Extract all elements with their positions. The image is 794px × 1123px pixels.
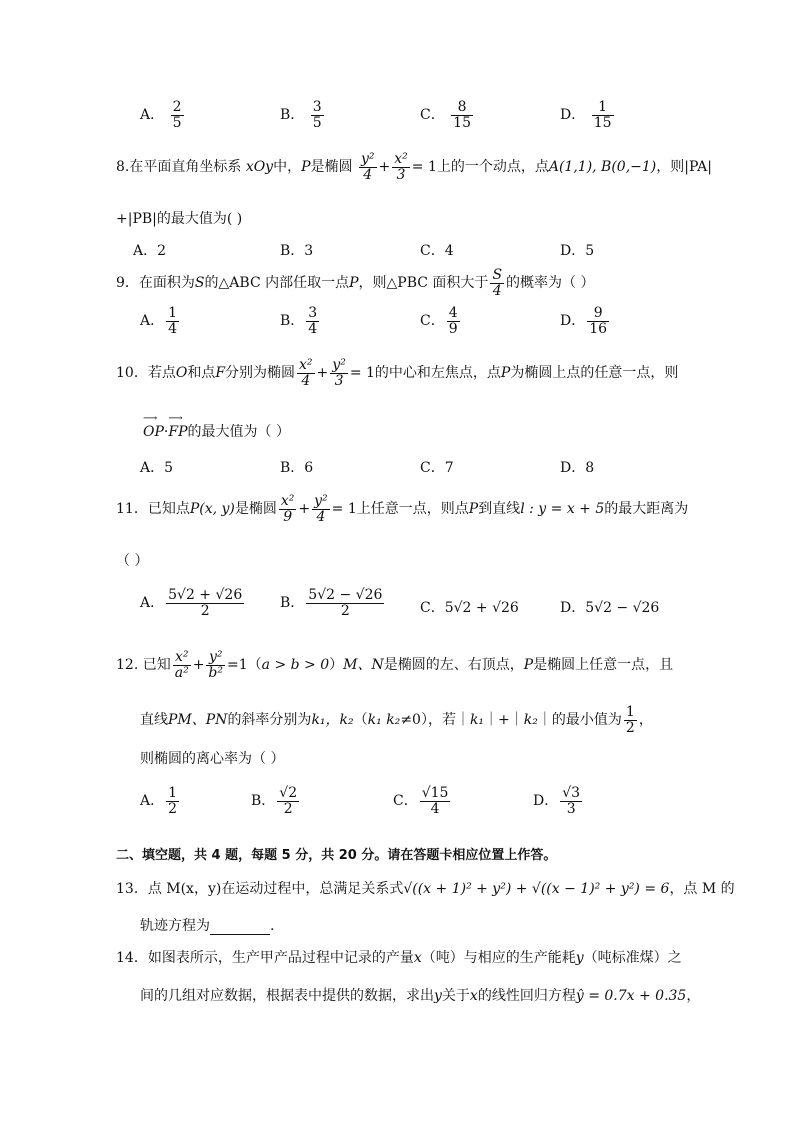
section-2-heading: 二、填空题，共 4 题，每题 5 分，共 20 分。请在答题卡相应位置上作答。 bbox=[116, 848, 557, 863]
fraction: $\frac{1}{2}$ bbox=[625, 704, 635, 736]
option-label: A． bbox=[140, 107, 165, 124]
fraction: $\frac{1}{4}$ bbox=[168, 305, 178, 337]
fraction: $\frac{\text{y²}}{\text{b²}}$ bbox=[208, 649, 223, 681]
question-12-stem: 12. 已知 $\frac{\text{x²}}{\text{a²}}$ + $\frac{\text{y²}}{\text{b²}}$ =1（a > b > 0）M、N是椭圆的左、右顶点，P是椭圆上任意一点，且 bbox=[116, 649, 674, 681]
question-12-line2: 直线PM、PN的斜率分别为k₁，k₂（k₁ k₂≠0），若｜k₁｜+｜k₂｜的最小值为 $\frac{1}{2}$ ， bbox=[140, 704, 653, 736]
fraction: $\frac{√2}{2}$ bbox=[279, 785, 298, 817]
q7-option-d bbox=[560, 100, 616, 130]
fraction: $\frac{3}{4}$ bbox=[308, 305, 318, 337]
q10-option-d: D．8 bbox=[560, 460, 595, 476]
question-12-line3: 则椭圆的离心率为（ ） bbox=[140, 751, 285, 767]
q7-option-a bbox=[140, 100, 186, 130]
q8-option-c: C．4 bbox=[420, 243, 454, 259]
vector-op: ⟶ OP bbox=[143, 424, 164, 440]
question-14-line2: 间的几组对应数据，根据表中提供的数据，求出y关于x的线性回归方程ŷ = 0.7x + 0.35， bbox=[140, 988, 701, 1004]
question-8-line2: +|PB|的最大值为( ) bbox=[116, 211, 243, 227]
fraction: $\frac{\text{x²}}{\text{a²}}$ bbox=[174, 649, 189, 681]
q11-option-c: C．5√2 + √26 bbox=[420, 600, 519, 616]
q7-option-c bbox=[420, 100, 475, 130]
fraction: $\frac{1}{2}$ bbox=[168, 785, 178, 817]
question-14-stem: 14．如图表所示，生产甲产品过程中记录的产量x（吨）与相应的生产能耗y（吨标准煤）之 bbox=[116, 950, 682, 966]
option-label: C． bbox=[420, 107, 445, 124]
fraction: $\frac{\text{y²}}{3}$ bbox=[332, 357, 346, 389]
fraction: $\frac{5√2 + √26}{2}$ bbox=[168, 587, 243, 619]
fraction: $\frac{\text{y²}}{4}$ bbox=[314, 493, 328, 525]
q11-option-a: A． $\frac{5√2 + √26}{2}$ bbox=[140, 587, 243, 619]
q9-option-b: B． $\frac{3}{4}$ bbox=[280, 305, 318, 337]
q9-option-d: D． $\frac{9}{16}$ bbox=[560, 305, 608, 337]
vector-fp: ⟶ FP bbox=[168, 424, 187, 440]
q7-option-b bbox=[280, 100, 326, 130]
fraction: $\frac{8}{15}$ bbox=[453, 99, 471, 131]
answer-blank[interactable] bbox=[210, 920, 270, 935]
question-10-line2: ⟶ OP·⟶ FP的最大值为（ ） bbox=[143, 421, 290, 441]
q10-option-a: A．5 bbox=[140, 460, 174, 476]
option-label: B． bbox=[280, 107, 305, 124]
question-13-line2: 轨迹方程为 . bbox=[140, 918, 275, 934]
question-8-stem: 8.在平面直角坐标系 xOy中，P是椭圆 $\frac{\text{y²}}{4}$ + $\frac{\text{x²}}{3}$ = 1上的一个动点，点A(1,1), B(0,−1)，则|PA| bbox=[116, 151, 712, 183]
fraction: $\frac{4}{9}$ bbox=[448, 305, 458, 337]
fraction: $\frac{9}{16}$ bbox=[589, 305, 608, 337]
fraction: $\frac{\text{x²}}{9}$ bbox=[280, 493, 295, 525]
question-11-stem: 11．已知点P(x, y)是椭圆 $\frac{\text{x²}}{9}$ + $\frac{\text{y²}}{4}$ = 1上任意一点，则点P到直线l : y = x + 5的最大距离为 bbox=[116, 493, 689, 525]
q8-option-d: D．5 bbox=[560, 243, 595, 259]
question-10-stem: 10．若点O和点F分别为椭圆 $\frac{\text{x²}}{4}$ + $\frac{\text{y²}}{3}$ = 1的中心和左焦点，点P为椭圆上点的任意一点，则 bbox=[116, 357, 679, 389]
fraction: $\frac{1}{15}$ bbox=[593, 99, 612, 131]
fraction: $\frac{2}{5}$ bbox=[172, 99, 182, 131]
q12-option-d: D． $\frac{√3}{3}$ bbox=[533, 785, 581, 817]
q10-option-c: C．7 bbox=[420, 460, 454, 476]
q11-option-b: B． $\frac{5√2 - √26}{2}$ bbox=[280, 587, 383, 619]
fraction: $\frac{\text{x²}}{4}$ bbox=[299, 357, 313, 389]
fraction: $\frac{3}{5}$ bbox=[312, 99, 322, 131]
q12-option-c: C． $\frac{√15}{4}$ bbox=[393, 785, 449, 817]
question-11-paren: （ ） bbox=[116, 553, 149, 569]
q9-option-c: C． $\frac{4}{9}$ bbox=[420, 305, 458, 337]
question-9-stem: 9．在面积为S的△ABC 内部任取一点P，则△PBC 面积大于 $\frac{S}{4}$ 的概率为（ ） bbox=[116, 267, 595, 299]
fraction: $\frac{S}{4}$ bbox=[492, 267, 503, 299]
radical-expression: √((x + 1)² + y²) + √((x − 1)² + y²) = 6 bbox=[403, 881, 670, 897]
q12-option-b: B． $\frac{√2}{2}$ bbox=[251, 785, 298, 817]
fraction: $\frac{\text{y²}}{4}$ bbox=[360, 151, 375, 183]
option-label: D． bbox=[560, 107, 586, 124]
fraction: $\frac{5√2 - √26}{2}$ bbox=[308, 587, 383, 619]
q12-option-a: A． $\frac{1}{2}$ bbox=[140, 785, 178, 817]
q11-option-d: D．5√2 − √26 bbox=[560, 600, 660, 616]
q9-option-a: A． $\frac{1}{4}$ bbox=[140, 305, 178, 337]
q8-option-a: A．2 bbox=[133, 243, 167, 259]
q10-option-b: B．6 bbox=[280, 460, 314, 476]
q8-option-b: B．3 bbox=[280, 243, 314, 259]
fraction: $\frac{√3}{3}$ bbox=[562, 785, 581, 817]
fraction: $\frac{√15}{4}$ bbox=[421, 785, 449, 817]
question-13-stem: 13．点 M(x，y)在运动过程中，总满足关系式√((x + 1)² + y²) + √((x − 1)² + y²) = 6，点 M 的 bbox=[116, 881, 735, 897]
fraction: $\frac{\text{x²}}{3}$ bbox=[394, 151, 408, 183]
